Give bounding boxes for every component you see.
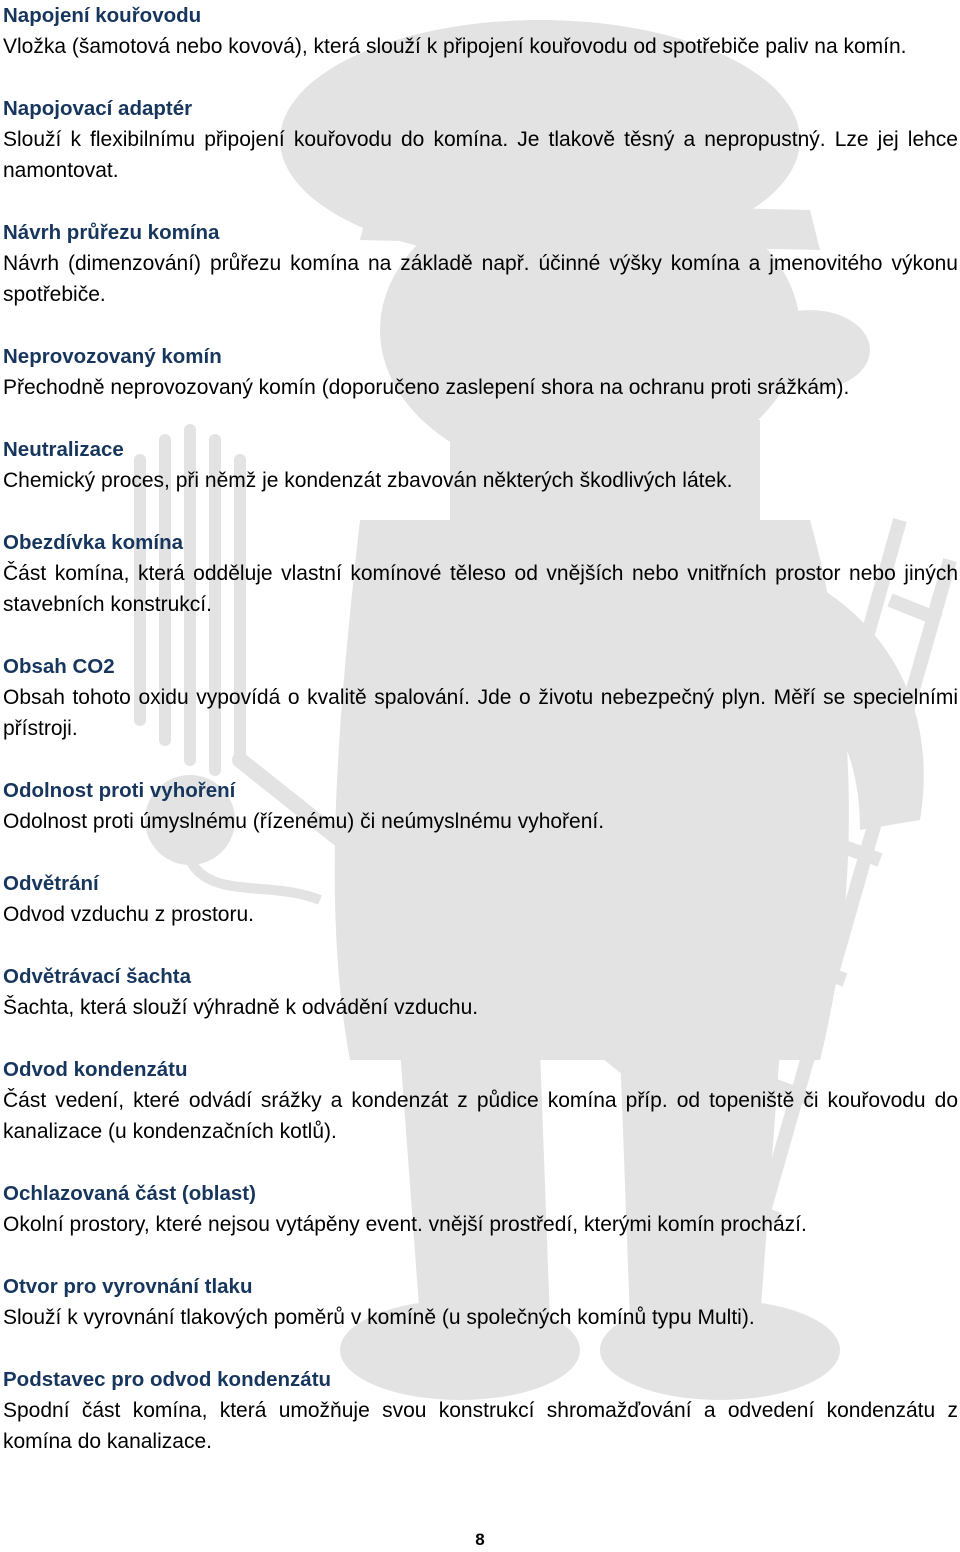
glossary-definition: Část vedení, které odvádí srážky a kondenzát z půdice komína příp. od topeniště či kouřovodu do kanalizace (u kondenzačních kotlů). [3, 1089, 958, 1143]
glossary-term: Neutralizace [3, 438, 124, 461]
glossary-definition: Přechodně neprovozovaný komín (doporučeno zaslepení shora na ochranu proti srážkám). [3, 376, 850, 399]
glossary-definition: Šachta, která slouží výhradně k odvádění vzduchu. [3, 996, 479, 1019]
glossary-definition: Návrh (dimenzování) průřezu komína na základě např. účinné výšky komína a jmenovitého výkonu spotřebiče. [3, 252, 958, 306]
glossary-term: Obsah CO2 [3, 655, 115, 678]
glossary-term: Návrh průřezu komína [3, 221, 220, 244]
glossary-entry [3, 0, 958, 62]
glossary-definition: Spodní část komína, která umožňuje svou konstrukcí shromažďování a odvedení kondenzátu z komína do kanalizace. [3, 1399, 958, 1453]
glossary-definition: Chemický proces, při němž je kondenzát zbavován některých škodlivých látek. [3, 469, 733, 492]
glossary-term: Napojovací adaptér [3, 97, 193, 120]
glossary-term: Podstavec pro odvod kondenzátu [3, 1368, 332, 1391]
glossary-entry [3, 1178, 958, 1240]
glossary-definition: Okolní prostory, které nejsou vytápěny event. vnější prostředí, kterými komín prochází. [3, 1213, 807, 1236]
glossary-definition: Odvod vzduchu z prostoru. [3, 903, 254, 926]
glossary-term: Obezdívka komína [3, 531, 184, 554]
glossary-term: Odvětrávací šachta [3, 965, 192, 988]
glossary-term: Napojení kouřovodu [3, 4, 202, 27]
page-number: 8 [475, 1530, 485, 1549]
glossary-entry [3, 434, 958, 496]
glossary-term: Odolnost proti vyhoření [3, 779, 236, 802]
glossary-entry [3, 217, 958, 310]
glossary-entry [3, 1364, 958, 1457]
glossary-definition: Slouží k flexibilnímu připojení kouřovodu do komína. Je tlakově těsný a nepropustný. Lze jej lehce namontovat. [3, 128, 958, 182]
glossary-term: Odvětrání [3, 872, 99, 895]
glossary-entry [3, 651, 958, 744]
glossary-term: Ochlazovaná část (oblast) [3, 1182, 256, 1205]
glossary-entry [3, 527, 958, 620]
glossary-entry [3, 961, 958, 1023]
glossary-definition: Vložka (šamotová nebo kovová), která slouží k připojení kouřovodu od spotřebiče paliv na komín. [3, 35, 907, 58]
glossary-definition: Obsah tohoto oxidu vypovídá o kvalitě spalování. Jde o životu nebezpečný plyn. Měří se specielními přístroji. [3, 686, 958, 740]
glossary-term: Neprovozovaný komín [3, 345, 222, 368]
glossary-definition: Odolnost proti úmyslnému (řízenému) či neúmyslnému vyhoření. [3, 810, 605, 833]
glossary-entry [3, 868, 958, 930]
glossary-definition: Část komína, která odděluje vlastní komínové těleso od vnějších nebo vnitřních prostor nebo jiných stavebních konstrukcí. [3, 562, 958, 616]
glossary-definition: Slouží k vyrovnání tlakových poměrů v komíně (u společných komínů typu Multi). [3, 1306, 755, 1329]
glossary-entry [3, 1054, 958, 1147]
glossary-entry [3, 775, 958, 837]
glossary-entry [3, 1271, 958, 1333]
glossary-term: Otvor pro vyrovnání tlaku [3, 1275, 253, 1298]
glossary-entry [3, 341, 958, 403]
glossary-entry [3, 93, 958, 186]
glossary-content [3, 0, 958, 1457]
glossary-term: Odvod kondenzátu [3, 1058, 188, 1081]
